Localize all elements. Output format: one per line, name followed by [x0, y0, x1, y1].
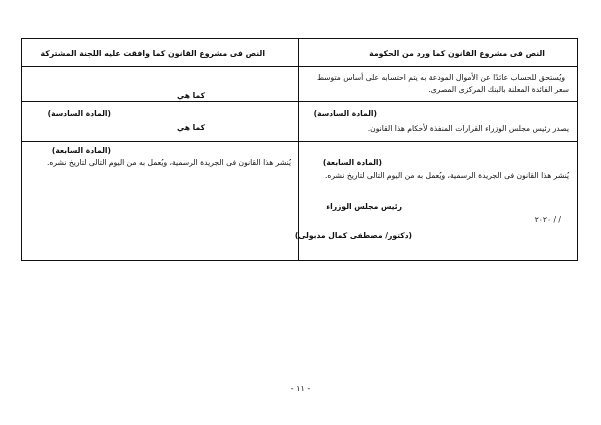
- header-committee-text: النص فى مشروع القانون كما وافقت عليه اللجنة المشتركة: [40, 49, 265, 58]
- row3-right-body: يُنشر هذا القانون فى الجريدة الرسمية، ويُعمل به من اليوم التالى لتاريخ نشره.: [324, 171, 569, 180]
- row-separator-1: [22, 101, 577, 102]
- row3-left-body: يُنشر هذا القانون فى الجريدة الرسمية، ويُعمل به من اليوم التالى لتاريخ نشره.: [46, 158, 291, 167]
- row2-right-title: (المادة السادسة): [313, 109, 377, 118]
- header-government-text: النص فى مشروع القانون كما ورد من الحكومة: [369, 49, 545, 58]
- row2-right-body: يصدر رئيس مجلس الوزراء القرارات المنفذة لأحكام هذا القانون.: [367, 124, 569, 133]
- row3-right-title: (المادة السابعة): [322, 158, 382, 167]
- row1-right-line2: سعر الفائدة المعلنة بالبنك المركزى المصرى.: [428, 85, 569, 94]
- page-number: - ١١ -: [290, 384, 311, 393]
- row3-right-date: / / ٢٠٢٠: [534, 215, 561, 224]
- row2-left-as-is: كما هي: [177, 123, 205, 132]
- row1-right-line1: ويُستحق للحساب عائدًا عن الأموال المودعة به يتم احتسابه على أساس متوسط: [316, 73, 565, 82]
- row1-left-as-is: كما هي: [177, 91, 205, 100]
- row-separator-2: [22, 141, 577, 142]
- comparison-table: [21, 38, 578, 261]
- row3-right-signature-name: (دكتور/ مصطفى كمال مدبولى): [294, 231, 412, 240]
- row2-left-title: (المادة السادسة): [47, 109, 111, 118]
- row3-right-signature-title: رئيس مجلس الوزراء: [326, 202, 402, 211]
- column-divider: [298, 39, 299, 260]
- row3-left-title: (المادة السابعة): [51, 146, 111, 155]
- table-header-row: [22, 39, 577, 67]
